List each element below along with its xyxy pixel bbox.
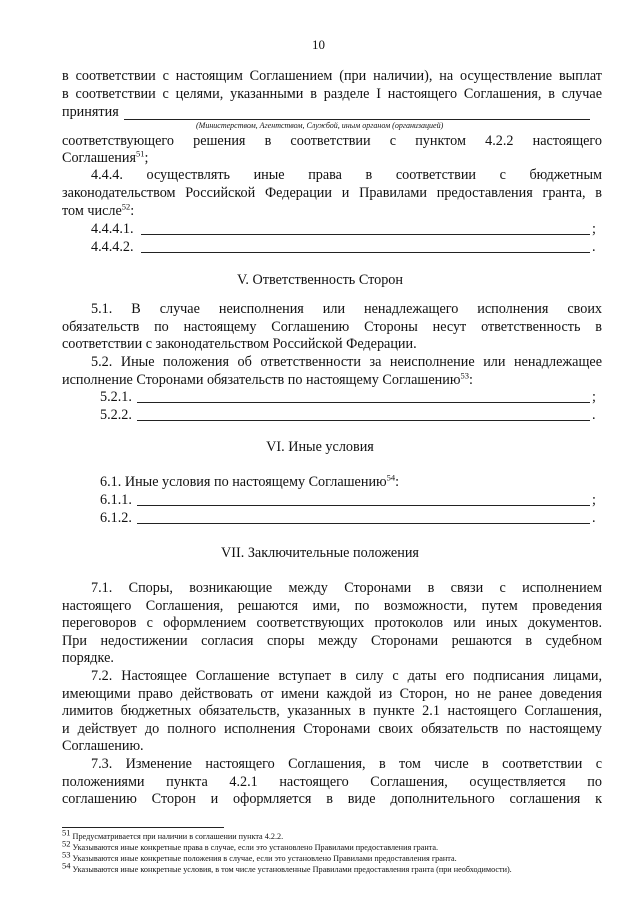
- fill-in-line-5-2-1: [137, 402, 590, 403]
- fill-in-line-6-1-2: [137, 523, 590, 524]
- field-caption: (Министерством, Агентством, Службой, иным органом (организацией): [196, 121, 444, 130]
- clause-5-1-line-1: 5.1. В случае неисполнения или ненадлежащего исполнения своих: [91, 301, 602, 317]
- fill-in-line-authority: [124, 119, 590, 120]
- intro-line-2: в соответствии с целями, указанными в разделе I настоящего Соглашения, в случае: [62, 86, 602, 102]
- item-6-1-2-number: 6.1.2.: [100, 510, 132, 526]
- item-4-4-4-1-end: ;: [592, 221, 596, 237]
- clause-7-1-line-4: При недостижении согласия споры между Сторонами решаются в судебном: [62, 633, 602, 649]
- item-6-1-1-number: 6.1.1.: [100, 492, 132, 508]
- item-5-2-1-number: 5.2.1.: [100, 389, 132, 405]
- clause-5-1-line-3: соответствии с законодательством Российской Федерации.: [62, 336, 417, 352]
- clause-6-1: 6.1. Иные условия по настоящему Соглашению$^{54}$:: [100, 472, 400, 490]
- footnote-51: $^{51}$ Предусматривается при наличии в соглашении пункта 4.2.2.: [62, 827, 284, 841]
- section-vii-heading: VII. Заключительные положения: [221, 545, 419, 561]
- item-5-2-1-end: ;: [592, 389, 596, 405]
- fill-in-line-4-4-4-2: [141, 252, 590, 253]
- clause-7-1-line-2: настоящего Соглашения, решаются ими, по возможности, путем проведения: [62, 598, 602, 614]
- footnote-52: $^{52}$ Указываются иные конкретные права в случае, если это установлено Правилами предоставления гранта.: [62, 838, 439, 852]
- clause-7-3-line-2: положениями пункта 4.2.1 настоящего Соглашения, осуществляется по: [62, 774, 602, 790]
- footnote-ref-52: 52: [121, 201, 131, 212]
- clause-7-2-line-5: Соглашению.: [62, 738, 144, 754]
- item-4-4-4-2-number: 4.4.4.2.: [91, 239, 134, 255]
- item-4-4-4-1-number: 4.4.4.1.: [91, 221, 134, 237]
- page-number: 10: [312, 37, 325, 52]
- clause-5-2-line-1: 5.2. Иные положения об ответственности за неисполнение или ненадлежащее: [91, 354, 602, 370]
- clause-4-4-4-line-3: том числе$^{52}$:: [62, 201, 135, 219]
- footnote-separator: [62, 827, 224, 828]
- footnote-53: $^{53}$ Указываются иные конкретные положения в случае, если это установлено Правилами предоставления гранта.: [62, 849, 457, 863]
- section-v-heading: V. Ответственность Сторон: [237, 272, 403, 288]
- clause-5-1-line-2: обязательств по настоящему Соглашению Стороны несут ответственность в: [62, 319, 602, 335]
- footnote-ref-51: 51: [135, 148, 145, 159]
- intro-line-4: соответствующего решения в соответствии с пунктом 4.2.2 настоящего: [62, 133, 602, 149]
- intro-line-5: Соглашения$^{51}$;: [62, 148, 149, 166]
- clause-4-4-4-line-2: законодательством Российской Федерации и Правилами предоставления гранта, в: [62, 185, 602, 201]
- footnote-54: $^{54}$ Указываются иные конкретные условия, в том числе установленные Правилами предоставления гранта (при необходимости).: [62, 860, 512, 874]
- clause-7-2-line-2: имеющими право действовать от имени каждой из Сторон, но не ранее доведения: [62, 686, 602, 702]
- item-4-4-4-2-end: .: [592, 239, 596, 255]
- fill-in-line-5-2-2: [137, 420, 590, 421]
- item-6-1-2-end: .: [592, 510, 596, 526]
- clause-7-3-line-3: соглашению Сторон и оформляется в виде дополнительного соглашения к: [62, 791, 602, 807]
- clause-7-3-line-1: 7.3. Изменение настоящего Соглашения, в том числе в соответствии с: [91, 756, 602, 772]
- intro-line-3: принятия: [62, 104, 119, 120]
- footnote-ref-53: 53: [460, 370, 469, 381]
- clause-4-4-4-line-1: 4.4.4. осуществлять иные права в соответствии с бюджетным: [91, 167, 602, 183]
- clause-7-2-line-4: и действует до полного исполнения Сторонами своих обязательств по настоящему: [62, 721, 602, 737]
- item-6-1-1-end: ;: [592, 492, 596, 508]
- clause-5-2-line-2: исполнение Сторонами обязательств по настоящему Соглашению$^{53}$:: [62, 370, 473, 388]
- fill-in-line-6-1-1: [137, 505, 590, 506]
- clause-7-2-line-3: лимитов бюджетных обязательств, указанных в пункте 2.1 настоящего Соглашения,: [62, 703, 602, 719]
- clause-7-1-line-3: переговоров с оформлением соответствующих протоколов или иных документов.: [62, 615, 602, 631]
- clause-7-1-line-1: 7.1. Споры, возникающие между Сторонами в связи с исполнением: [91, 580, 602, 596]
- footnote-ref-54: 54: [386, 472, 396, 483]
- section-vi-heading: VI. Иные условия: [266, 439, 374, 455]
- intro-line-1: в соответствии с настоящим Соглашением (при наличии), на осуществление выплат: [62, 68, 602, 84]
- item-5-2-2-end: .: [592, 407, 596, 423]
- clause-7-2-line-1: 7.2. Настоящее Соглашение вступает в силу с даты его подписания лицами,: [91, 668, 602, 684]
- clause-7-1-line-5: порядке.: [62, 650, 114, 666]
- item-5-2-2-number: 5.2.2.: [100, 407, 132, 423]
- fill-in-line-4-4-4-1: [141, 234, 590, 235]
